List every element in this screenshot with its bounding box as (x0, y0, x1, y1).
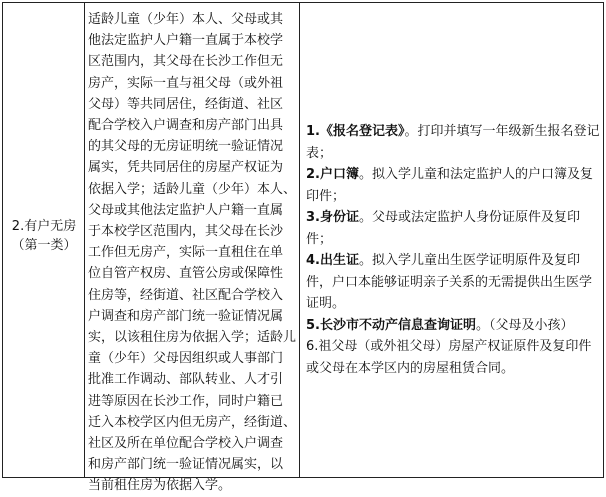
document-item (306, 121, 604, 164)
document-item (306, 250, 604, 315)
document-item (306, 336, 604, 379)
conditions-cell (85, 3, 300, 494)
document-text: 。打印并填写一年级新生报名登记表； (306, 124, 600, 161)
document-text: 。拟入学儿童和法定监护人的户口簿及复印件； (306, 167, 593, 204)
document-title: 4.出生证 (306, 253, 359, 268)
document-text: 。父母或法定监护人身份证原件及复印件； (306, 210, 580, 247)
documents-cell (300, 3, 603, 477)
document-title: 2.户口簿 (306, 167, 359, 182)
category-label: 2.有户无房 （第一类） (11, 219, 77, 253)
conditions-text: 适龄儿童（少年）本人、父母或其 他法定监护人户籍一直属于本校学 区范围内，其父母在长沙工作但无 房产，实际一直与祖父母（或外祖 父母）等共同居住，经街道、社区 配合学校入户调查和房产部门出具 的其父母的无房证明统一验证情况 属实，凭共同居住的房屋产权证为 依据入学；适龄儿童（少年）本人、 父母或其他法定监护人户籍一直属 于本校学区范围内，其父母在长沙 工作但无房产，实际一直租住在单 位自管产权房、直管公房或保障性 住房等，经街道、社区配合学校入 户调查和房产部门统一验证情况属 实，以该租住房为依据入学；适龄儿 童（少年）父母因组织或人事部门 批准工作调动、部队转业、人才引 进等原因在长沙工作，同时户籍已 迁入本校学区内但无房产，经街道、 社区及所在单位配合学校入户调查 和房产部门统一验证情况属实，以 当前租住房为依据入学。 (88, 12, 297, 494)
category-cell (3, 3, 85, 477)
documents-list (306, 121, 604, 379)
document-title: 5.长沙市不动产信息查询证明 (306, 317, 476, 333)
document-title: 1.《报名登记表》 (306, 124, 405, 139)
document-item (306, 164, 604, 207)
document-title: 3.身份证 (306, 210, 359, 225)
document-item (306, 315, 604, 337)
document-text: 。（父母及小孩） (475, 317, 574, 333)
document-text: 。拟入学儿童出生医学证明原件及复印件，户口本能够证明亲子关系的无需提供出生医学证明。 (306, 253, 593, 311)
document-text: 6.祖父母（或外祖父母）房屋产权证原件及复印件或父母在本学区内的房屋租赁合同。 (306, 339, 592, 376)
document-item (306, 207, 604, 250)
enrollment-table (2, 2, 604, 494)
